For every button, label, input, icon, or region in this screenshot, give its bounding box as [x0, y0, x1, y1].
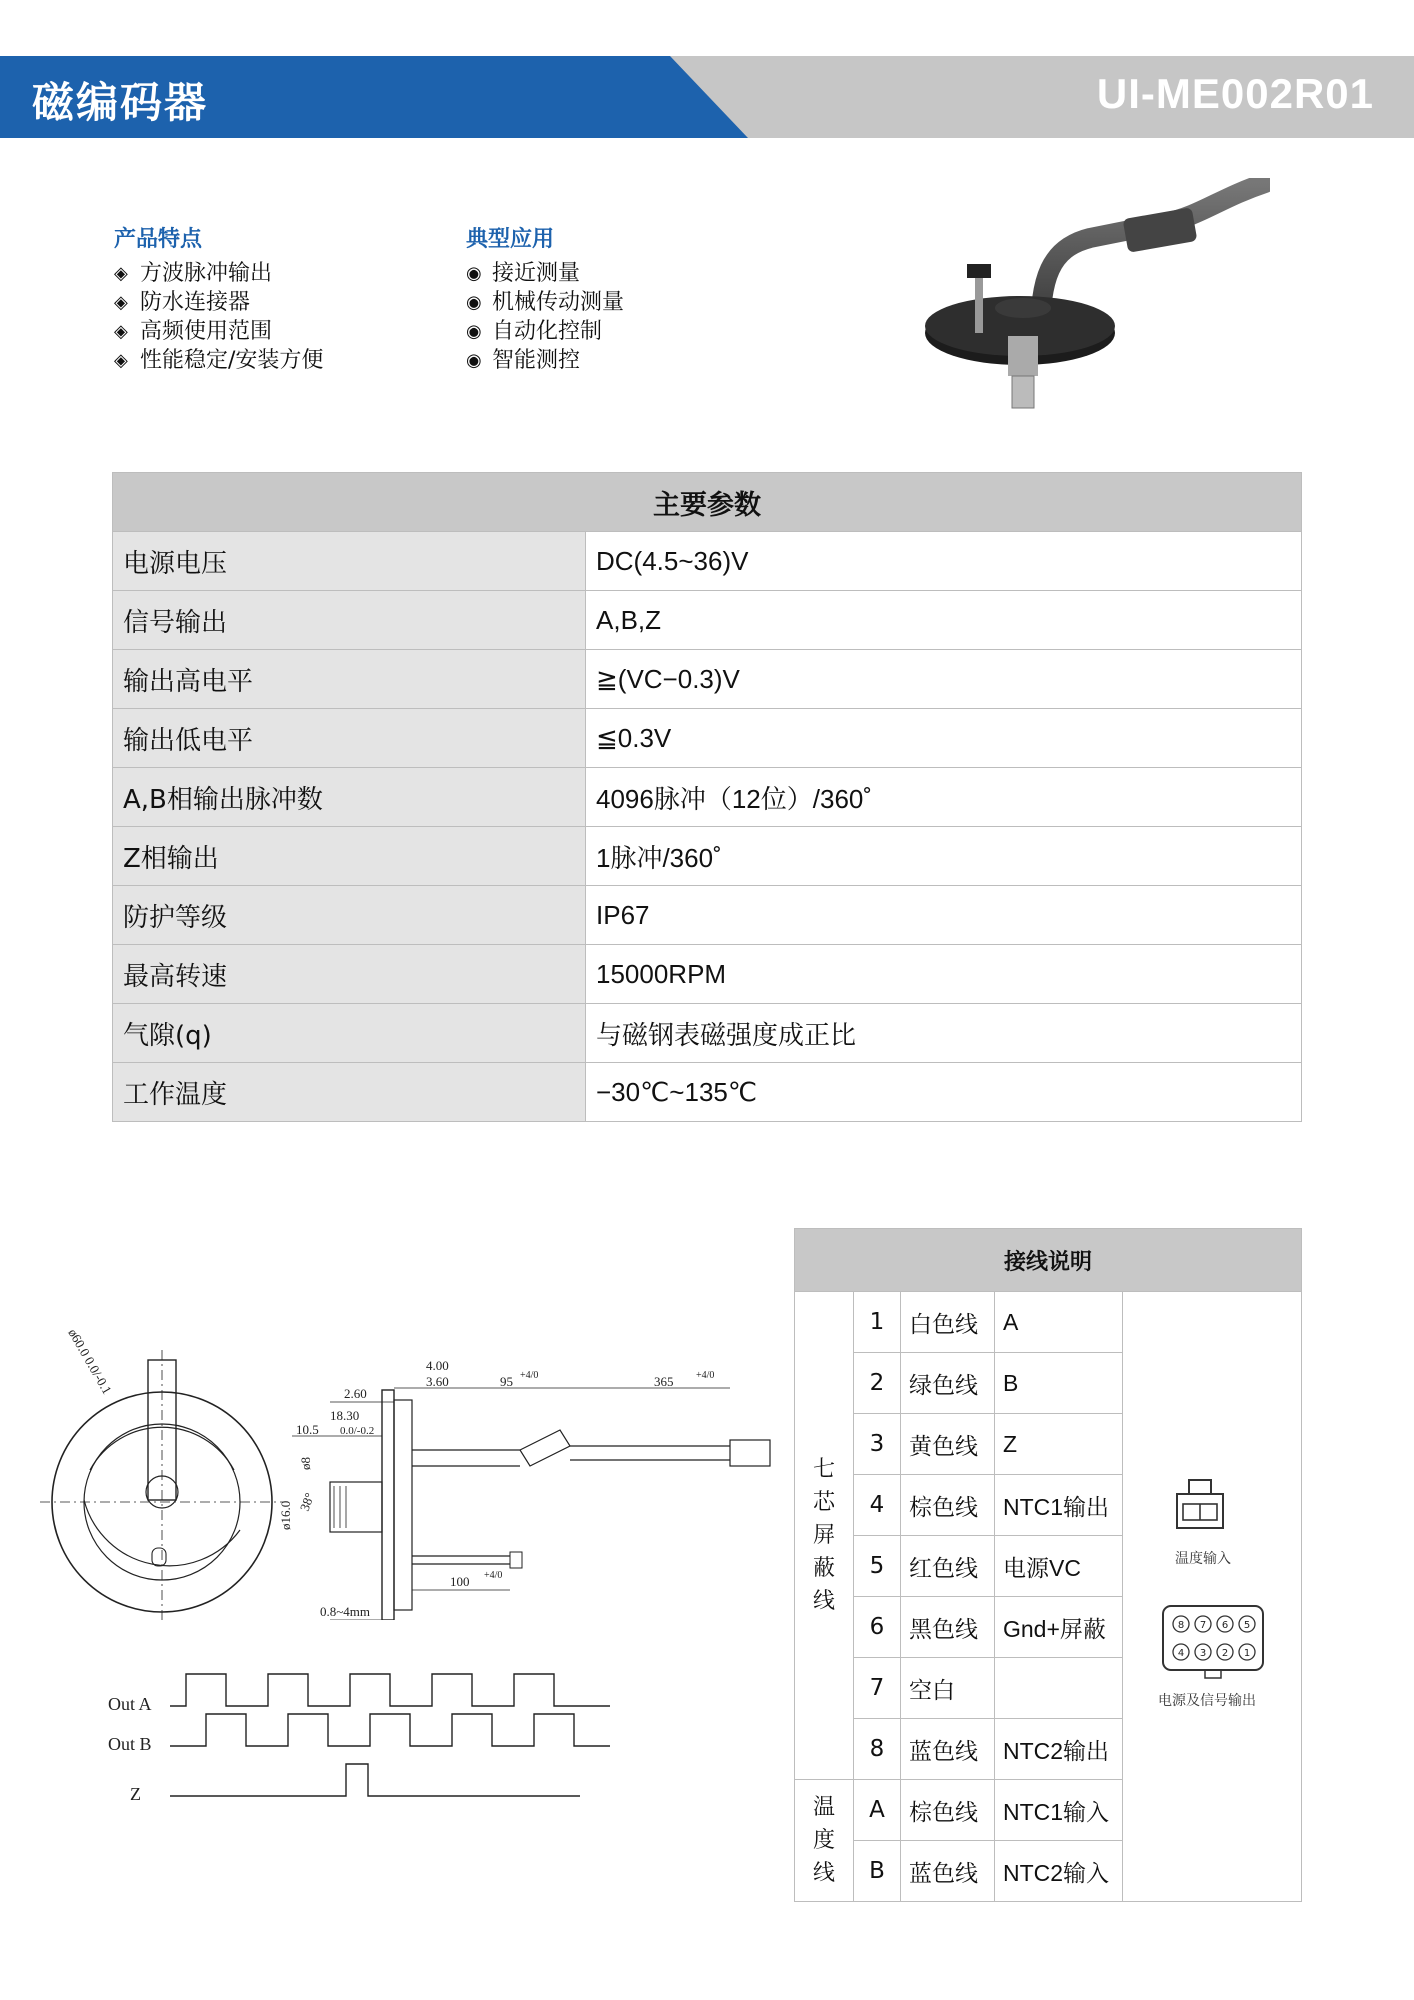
table-row: 七芯屏蔽线 1 白色线 A 温度输入 8 7 6 5 4 3 2 1 电源及信号输出	[795, 1292, 1302, 1353]
dim-label: 2.60	[344, 1386, 367, 1401]
application-item: ◉ 自动化控制	[466, 319, 603, 344]
side-view	[292, 1388, 770, 1620]
table-row: B 蓝色线 NTC2输入	[795, 1841, 1302, 1902]
features-section	[114, 222, 323, 375]
diamond-bullet-icon: ◈	[114, 263, 128, 284]
waveform-label-a: Out A	[108, 1694, 152, 1714]
table-row: 气隙(q) 与磁钢表磁强度成正比	[113, 1004, 1302, 1063]
dim-diameter: ø60.0 0.0/-0.1	[65, 1326, 115, 1397]
wiring-title: 接线说明	[795, 1229, 1302, 1292]
dim-label: 365	[654, 1374, 674, 1389]
pin-label: 2	[1221, 1648, 1229, 1659]
dim-label: 4.00	[426, 1358, 449, 1373]
wiring-group-temperature: 温度线	[795, 1780, 854, 1902]
circle-bullet-icon: ◉	[466, 350, 482, 371]
table-row: 6 黑色线 Gnd+屏蔽	[795, 1597, 1302, 1658]
waveform-label-z: Z	[130, 1784, 141, 1804]
two-pin-connector-icon	[1173, 1478, 1243, 1542]
eight-pin-connector-icon	[1161, 1604, 1267, 1684]
circle-bullet-icon: ◉	[466, 321, 482, 342]
dim-tolerance: +4/0	[484, 1570, 503, 1581]
diamond-bullet-icon: ◈	[114, 292, 128, 313]
table-row: 信号输出 A,B,Z	[113, 591, 1302, 650]
diamond-bullet-icon: ◈	[114, 321, 128, 342]
table-row: 工作温度 −30℃~135℃	[113, 1063, 1302, 1122]
table-row: 8 蓝色线 NTC2输出	[795, 1719, 1302, 1780]
product-image	[920, 178, 1270, 428]
dim-label: 0.8~4mm	[320, 1604, 371, 1619]
table-row: 2 绿色线 B	[795, 1353, 1302, 1414]
dim-label: 38°	[296, 1490, 318, 1514]
dim-tolerance: +4/0	[520, 1370, 539, 1381]
model-number: UI-ME002R01	[1096, 70, 1374, 117]
table-row: A,B相输出脉冲数 4096脉冲（12位）/360˚	[113, 768, 1302, 827]
output-waveform	[100, 1660, 620, 1820]
dim-tolerance: +4/0	[696, 1370, 715, 1381]
dim-label: ø8	[298, 1457, 313, 1470]
front-view	[40, 1326, 284, 1620]
feature-item: ◈ 性能稳定/安装方便	[114, 348, 324, 373]
table-row: 最高转速 15000RPM	[113, 945, 1302, 1004]
pin-label: 5	[1243, 1620, 1251, 1631]
dim-label: 18.30	[330, 1408, 360, 1423]
table-row: 4 棕色线 NTC1输出	[795, 1475, 1302, 1536]
feature-item: ◈ 方波脉冲输出	[114, 261, 273, 286]
connector-diagrams	[1123, 1292, 1302, 1902]
table-row: Z相输出 1脉冲/360˚	[113, 827, 1302, 886]
circle-bullet-icon: ◉	[466, 292, 482, 313]
feature-item: ◈ 高频使用范围	[114, 319, 273, 344]
power-signal-connector: 8 7 6 5 4 3 2 1 电源及信号输出	[1161, 1604, 1267, 1710]
table-row: 输出低电平 ≦0.3V	[113, 709, 1302, 768]
diamond-bullet-icon: ◈	[114, 350, 128, 371]
wiring-table	[794, 1228, 1302, 1902]
table-row: 5 红色线 电源VC	[795, 1536, 1302, 1597]
pin-label: 8	[1177, 1620, 1185, 1631]
table-row: 防护等级 IP67	[113, 886, 1302, 945]
pin-label: 6	[1221, 1620, 1229, 1631]
dim-label: 3.60	[426, 1374, 449, 1389]
table-row: 温度线 A 棕色线 NTC1输入	[795, 1780, 1302, 1841]
page-title: 磁编码器	[32, 78, 209, 127]
circle-bullet-icon: ◉	[466, 263, 482, 284]
applications-section	[466, 222, 624, 375]
waveform-label-b: Out B	[108, 1734, 152, 1754]
pin-label: 7	[1199, 1620, 1207, 1631]
table-row: 3 黄色线 Z	[795, 1414, 1302, 1475]
feature-item: ◈ 防水连接器	[114, 290, 251, 315]
application-item: ◉ 接近测量	[466, 261, 581, 286]
dim-tolerance: 0.0/-0.2	[340, 1425, 375, 1437]
table-row: 电源电压 DC(4.5~36)V	[113, 532, 1302, 591]
dimension-drawing	[40, 1290, 780, 1620]
dim-label: ø16.0	[278, 1500, 293, 1530]
dim-label: 95	[500, 1374, 513, 1389]
dim-label: 100	[450, 1574, 470, 1589]
pin-label: 1	[1243, 1648, 1251, 1659]
dim-label: 10.5	[296, 1422, 319, 1437]
features-title: 产品特点	[114, 227, 203, 252]
applications-title: 典型应用	[466, 227, 555, 252]
params-title: 主要参数	[113, 473, 1302, 532]
pin-label: 3	[1199, 1648, 1207, 1659]
pin-label: 4	[1177, 1648, 1185, 1659]
temperature-connector: 温度输入	[1173, 1478, 1243, 1568]
table-row: 输出高电平 ≧(VC−0.3)V	[113, 650, 1302, 709]
wiring-group-shielded: 七芯屏蔽线	[795, 1292, 854, 1780]
application-item: ◉ 机械传动测量	[466, 290, 625, 315]
application-item: ◉ 智能测控	[466, 348, 581, 373]
params-table	[112, 472, 1302, 1122]
table-row: 7 空白	[795, 1658, 1302, 1719]
